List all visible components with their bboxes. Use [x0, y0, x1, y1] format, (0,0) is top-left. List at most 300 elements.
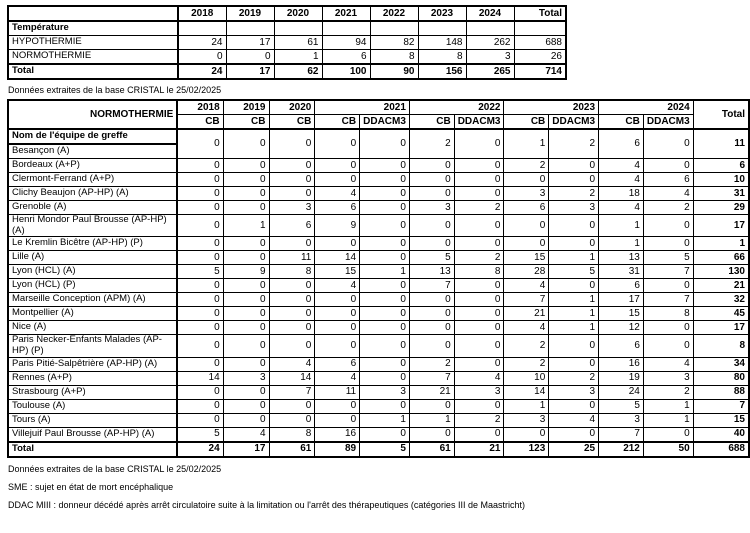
table-cell: 262: [466, 36, 514, 50]
table-cell: 1: [549, 293, 599, 307]
table-row: [8, 335, 749, 357]
table-cell: 0: [315, 237, 360, 251]
table-cell: 8: [418, 50, 466, 65]
column-header-year: 2021: [322, 6, 370, 21]
table-cell: 0: [549, 399, 599, 413]
row-label: HYPOTHERMIE: [8, 36, 178, 50]
table-cell: 31: [693, 187, 749, 201]
table-cell: 0: [177, 335, 223, 357]
table-cell: 2: [504, 335, 549, 357]
table-cell: 0: [360, 173, 410, 187]
table-row: [8, 187, 749, 201]
table-cell: 0: [226, 50, 274, 65]
table-cell: 7: [504, 293, 549, 307]
column-subheader: DDACM3: [454, 115, 504, 130]
total-cell: 90: [370, 64, 418, 79]
column-header-year: 2021: [315, 100, 410, 115]
table-cell: 0: [177, 201, 223, 215]
table-cell: 17: [226, 36, 274, 50]
empty-cell: [466, 21, 514, 36]
table-cell: 3: [409, 201, 454, 215]
table-cell: 2: [409, 129, 454, 159]
table-cell: 0: [454, 357, 504, 371]
table-cell: 0: [315, 321, 360, 335]
table-cell: 6: [269, 215, 315, 237]
table-cell: 0: [360, 201, 410, 215]
table-cell: 0: [177, 187, 223, 201]
table-cell: 1: [549, 321, 599, 335]
table-cell: 0: [360, 187, 410, 201]
table-cell: 88: [693, 385, 749, 399]
column-header-year: 2024: [466, 6, 514, 21]
table-row: [8, 279, 749, 293]
total-cell: 688: [693, 442, 749, 457]
table-cell: 0: [223, 357, 269, 371]
column-subheader: CB: [315, 115, 360, 130]
table-cell: 9: [223, 265, 269, 279]
table-cell: 0: [409, 237, 454, 251]
team-table-year-header-row: [8, 100, 749, 115]
table-cell: 0: [454, 129, 504, 159]
table-cell: 0: [409, 215, 454, 237]
row-label: Clichy Beaujon (AP-HP) (A): [8, 187, 177, 201]
total-cell: 17: [223, 442, 269, 457]
table-row: [8, 293, 749, 307]
table-cell: 7: [409, 279, 454, 293]
table-cell: 0: [177, 159, 223, 173]
row-label: Montpellier (A): [8, 307, 177, 321]
table-cell: 3: [466, 50, 514, 65]
table-cell: 4: [643, 187, 693, 201]
table-cell: 0: [409, 307, 454, 321]
column-header-year: 2018: [177, 100, 223, 115]
table-cell: 4: [504, 321, 549, 335]
table-cell: 0: [315, 129, 360, 159]
table-cell: 0: [223, 237, 269, 251]
table-cell: 1: [504, 129, 549, 159]
table-cell: 0: [360, 215, 410, 237]
row-dimension-label: Nom de l'équipe de greffe: [8, 129, 177, 144]
empty-cell: [322, 21, 370, 36]
table-cell: 14: [504, 385, 549, 399]
table-cell: 2: [643, 385, 693, 399]
table-cell: 0: [223, 201, 269, 215]
table-cell: 148: [418, 36, 466, 50]
table-cell: 4: [315, 279, 360, 293]
table-cell: 0: [315, 335, 360, 357]
table-cell: 0: [177, 279, 223, 293]
row-label: Marseille Conception (APM) (A): [8, 293, 177, 307]
table-cell: 11: [693, 129, 749, 159]
table-cell: 6: [315, 201, 360, 215]
normothermie-team-table: [7, 99, 750, 458]
row-label: Paris Necker-Enfants Malades (AP-HP) (P): [8, 335, 177, 357]
table-cell: 0: [177, 357, 223, 371]
table-cell: 0: [504, 427, 549, 442]
table-row: [8, 237, 749, 251]
row-label: Paris Pitié-Salpêtrière (AP-HP) (A): [8, 357, 177, 371]
table-cell: 12: [599, 321, 644, 335]
table-cell: 19: [599, 371, 644, 385]
column-header-year: 2020: [269, 100, 315, 115]
table-row: [8, 371, 749, 385]
total-cell: 100: [322, 64, 370, 79]
table-cell: 0: [549, 335, 599, 357]
table-cell: 40: [693, 427, 749, 442]
table-cell: 3: [504, 187, 549, 201]
table-cell: 6: [693, 159, 749, 173]
table-cell: 24: [178, 36, 226, 50]
table-cell: 0: [223, 385, 269, 399]
section-label: Température: [8, 21, 178, 36]
temperature-table: [7, 5, 567, 80]
table-cell: 5: [599, 399, 644, 413]
total-cell: 212: [599, 442, 644, 457]
column-subheader: CB: [599, 115, 644, 130]
table-cell: 0: [454, 279, 504, 293]
total-row-label: Total: [8, 64, 178, 79]
table-cell: 4: [643, 357, 693, 371]
table-cell: 0: [549, 279, 599, 293]
table-cell: 0: [315, 293, 360, 307]
row-label: Henri Mondor Paul Brousse (AP-HP) (A): [8, 215, 177, 237]
table-cell: 0: [269, 307, 315, 321]
table-cell: 0: [360, 251, 410, 265]
total-cell: 61: [269, 442, 315, 457]
table-row: [8, 307, 749, 321]
table-cell: 1: [223, 215, 269, 237]
table-cell: 7: [693, 399, 749, 413]
table-cell: 0: [409, 427, 454, 442]
table-cell: 0: [269, 321, 315, 335]
table-cell: 0: [409, 399, 454, 413]
table-cell: 1: [409, 413, 454, 427]
table-cell: 2: [549, 129, 599, 159]
table-cell: 0: [454, 427, 504, 442]
table-cell: 0: [643, 159, 693, 173]
table-cell: 0: [269, 335, 315, 357]
table-cell: 0: [643, 237, 693, 251]
table-row: [8, 399, 749, 413]
table-cell: 0: [223, 187, 269, 201]
table-cell: 0: [223, 251, 269, 265]
table-cell: 29: [693, 201, 749, 215]
table-row: [8, 159, 749, 173]
table-cell: 7: [409, 371, 454, 385]
row-label: Rennes (A+P): [8, 371, 177, 385]
table-cell: 6: [599, 335, 644, 357]
table-cell: 0: [454, 335, 504, 357]
table-cell: 1: [643, 413, 693, 427]
empty-cell: [418, 21, 466, 36]
table-cell: 13: [409, 265, 454, 279]
table-cell: 1: [504, 399, 549, 413]
table-cell: 7: [269, 385, 315, 399]
table-cell: 8: [269, 265, 315, 279]
table-cell: 26: [514, 50, 566, 65]
table-cell: 4: [599, 173, 644, 187]
table-cell: 21: [504, 307, 549, 321]
table-cell: 0: [269, 187, 315, 201]
table-cell: 8: [370, 50, 418, 65]
table-cell: 15: [504, 251, 549, 265]
source-note-top: Données extraites de la base CRISTAL le 25/02/2025: [8, 85, 222, 95]
total-cell: 62: [274, 64, 322, 79]
table-cell: 0: [360, 293, 410, 307]
table-cell: 10: [504, 371, 549, 385]
total-row-label: Total: [8, 442, 177, 457]
table-cell: 0: [360, 321, 410, 335]
column-header-year: 2018: [178, 6, 226, 21]
table-cell: 82: [370, 36, 418, 50]
table-row: [8, 385, 749, 399]
table-cell: 0: [315, 399, 360, 413]
temperature-table-corner-blank: [8, 6, 178, 21]
table-cell: 0: [454, 173, 504, 187]
table-cell: 0: [643, 321, 693, 335]
column-subheader: CB: [269, 115, 315, 130]
table-cell: 0: [360, 279, 410, 293]
table-cell: 0: [177, 413, 223, 427]
table-cell: 2: [504, 357, 549, 371]
total-cell: 24: [177, 442, 223, 457]
table-cell: 66: [693, 251, 749, 265]
table-cell: 0: [360, 399, 410, 413]
table-cell: 4: [223, 427, 269, 442]
column-subheader: CB: [504, 115, 549, 130]
table-cell: 6: [599, 279, 644, 293]
table-cell: 0: [504, 237, 549, 251]
total-cell: 714: [514, 64, 566, 79]
team-table-total-row: [8, 442, 749, 457]
table-cell: 0: [177, 173, 223, 187]
table-row: [8, 357, 749, 371]
table-cell: 0: [360, 357, 410, 371]
table-cell: 0: [269, 173, 315, 187]
table-cell: 0: [315, 173, 360, 187]
table-cell: 80: [693, 371, 749, 385]
table-cell: 0: [223, 129, 269, 159]
table-cell: 6: [643, 173, 693, 187]
table-cell: 8: [454, 265, 504, 279]
table-cell: 31: [599, 265, 644, 279]
table-row: [8, 36, 566, 50]
table-cell: 3: [549, 201, 599, 215]
row-label: Nice (A): [8, 321, 177, 335]
table-cell: 0: [454, 215, 504, 237]
table-cell: 2: [504, 159, 549, 173]
table-cell: 1: [693, 237, 749, 251]
table-cell: 5: [177, 265, 223, 279]
temperature-table-header-row: [8, 6, 566, 21]
table-cell: 0: [643, 129, 693, 159]
table-cell: 0: [549, 173, 599, 187]
total-cell: 123: [504, 442, 549, 457]
table-cell: 17: [693, 321, 749, 335]
table-cell: 11: [269, 251, 315, 265]
table-cell: 16: [599, 357, 644, 371]
table-cell: 0: [223, 293, 269, 307]
table-cell: 0: [360, 307, 410, 321]
table-cell: 0: [269, 279, 315, 293]
column-subheader: DDACM3: [360, 115, 410, 130]
column-header-year: 2023: [418, 6, 466, 21]
table-cell: 0: [360, 335, 410, 357]
row-label: Strasbourg (A+P): [8, 385, 177, 399]
empty-cell: [226, 21, 274, 36]
column-header-year: 2019: [226, 6, 274, 21]
table-cell: 0: [315, 159, 360, 173]
table-cell: 2: [454, 201, 504, 215]
column-subheader: CB: [223, 115, 269, 130]
total-cell: 5: [360, 442, 410, 457]
table-cell: 5: [409, 251, 454, 265]
temperature-total-row: [8, 64, 566, 79]
total-cell: 50: [643, 442, 693, 457]
column-header-year: 2022: [370, 6, 418, 21]
table-row: [8, 265, 749, 279]
table-cell: 8: [693, 335, 749, 357]
table-cell: 0: [269, 237, 315, 251]
table-cell: 0: [409, 159, 454, 173]
table-row: [8, 173, 749, 187]
table-cell: 0: [454, 293, 504, 307]
table-cell: 0: [549, 215, 599, 237]
total-cell: 25: [549, 442, 599, 457]
column-subheader: DDACM3: [549, 115, 599, 130]
table-cell: 0: [269, 399, 315, 413]
table-cell: 45: [693, 307, 749, 321]
table-cell: 0: [315, 307, 360, 321]
table-cell: 0: [269, 159, 315, 173]
row-label: Villejuif Paul Brousse (AP-HP) (A): [8, 427, 177, 442]
table-cell: 0: [454, 187, 504, 201]
table-cell: 2: [454, 251, 504, 265]
table-cell: 0: [223, 159, 269, 173]
table-cell: 24: [599, 385, 644, 399]
table-cell: 0: [454, 321, 504, 335]
ddac-definition-note: DDAC MIII : donneur décédé après arrêt circulatoire suite à la limitation ou l'arrêt des thérapeutiques (catégories III de Maastricht): [8, 499, 525, 510]
table-cell: 0: [177, 215, 223, 237]
table-cell: 61: [274, 36, 322, 50]
table-cell: 6: [315, 357, 360, 371]
table-cell: 0: [643, 215, 693, 237]
table-row: [8, 251, 749, 265]
table-cell: 4: [315, 371, 360, 385]
table-cell: 1: [599, 237, 644, 251]
table-cell: 0: [409, 335, 454, 357]
table-cell: 11: [315, 385, 360, 399]
table-cell: 0: [223, 399, 269, 413]
table-cell: 0: [223, 279, 269, 293]
table-cell: 0: [269, 293, 315, 307]
table-cell: 21: [693, 279, 749, 293]
table-cell: 6: [504, 201, 549, 215]
table-cell: 4: [504, 279, 549, 293]
table-cell: 4: [599, 201, 644, 215]
table-cell: 0: [409, 173, 454, 187]
column-header-total: Total: [514, 6, 566, 21]
table-cell: 0: [178, 50, 226, 65]
column-subheader: CB: [409, 115, 454, 130]
table-cell: 0: [177, 321, 223, 335]
column-subheader: CB: [177, 115, 223, 130]
table-cell: 1: [599, 215, 644, 237]
table-cell: 7: [643, 293, 693, 307]
table-cell: 0: [454, 399, 504, 413]
table-cell: 3: [360, 385, 410, 399]
total-cell: 61: [409, 442, 454, 457]
table-cell: 0: [643, 335, 693, 357]
table-cell: 0: [177, 237, 223, 251]
table-cell: 0: [177, 129, 223, 159]
total-cell: 89: [315, 442, 360, 457]
table-cell: 0: [177, 307, 223, 321]
table-cell: 688: [514, 36, 566, 50]
table-cell: 130: [693, 265, 749, 279]
table-cell: 0: [223, 413, 269, 427]
total-cell: 265: [466, 64, 514, 79]
table-cell: 15: [693, 413, 749, 427]
table-cell: 1: [360, 413, 410, 427]
table-cell: 8: [643, 307, 693, 321]
row-label: Lille (A): [8, 251, 177, 265]
table-cell: 6: [322, 50, 370, 65]
table-cell: 13: [599, 251, 644, 265]
table-cell: 2: [549, 371, 599, 385]
table-cell: 0: [409, 321, 454, 335]
column-header-total: Total: [693, 100, 749, 129]
column-header-year: 2020: [274, 6, 322, 21]
table-cell: 2: [454, 413, 504, 427]
table-row: [8, 50, 566, 65]
table-cell: 0: [177, 293, 223, 307]
table-cell: 3: [643, 371, 693, 385]
table-row: [8, 427, 749, 442]
table-cell: 0: [177, 399, 223, 413]
table-cell: 6: [599, 129, 644, 159]
table-cell: 0: [360, 237, 410, 251]
table-cell: 0: [223, 307, 269, 321]
table-cell: 15: [599, 307, 644, 321]
table-cell: 28: [504, 265, 549, 279]
row-label: Lyon (HCL) (P): [8, 279, 177, 293]
table-cell: 4: [269, 357, 315, 371]
table-cell: 34: [693, 357, 749, 371]
table-cell: 3: [223, 371, 269, 385]
table-cell: 94: [322, 36, 370, 50]
table-cell: 17: [693, 215, 749, 237]
total-cell: 24: [178, 64, 226, 79]
table-cell: 0: [504, 215, 549, 237]
table-cell: 0: [409, 187, 454, 201]
table-cell: 0: [177, 251, 223, 265]
table-cell: 32: [693, 293, 749, 307]
empty-cell: [178, 21, 226, 36]
table-row: [8, 201, 749, 215]
table-cell: 15: [315, 265, 360, 279]
table-cell: 16: [315, 427, 360, 442]
table-cell: 0: [454, 237, 504, 251]
empty-cell: [274, 21, 322, 36]
row-label: Lyon (HCL) (A): [8, 265, 177, 279]
row-label: Besançon (A): [8, 144, 177, 159]
table-cell: 0: [549, 357, 599, 371]
table-cell: 10: [693, 173, 749, 187]
total-cell: 21: [454, 442, 504, 457]
column-subheader: DDACM3: [643, 115, 693, 130]
sme-definition-note: SME : sujet en état de mort encéphalique: [8, 481, 174, 492]
